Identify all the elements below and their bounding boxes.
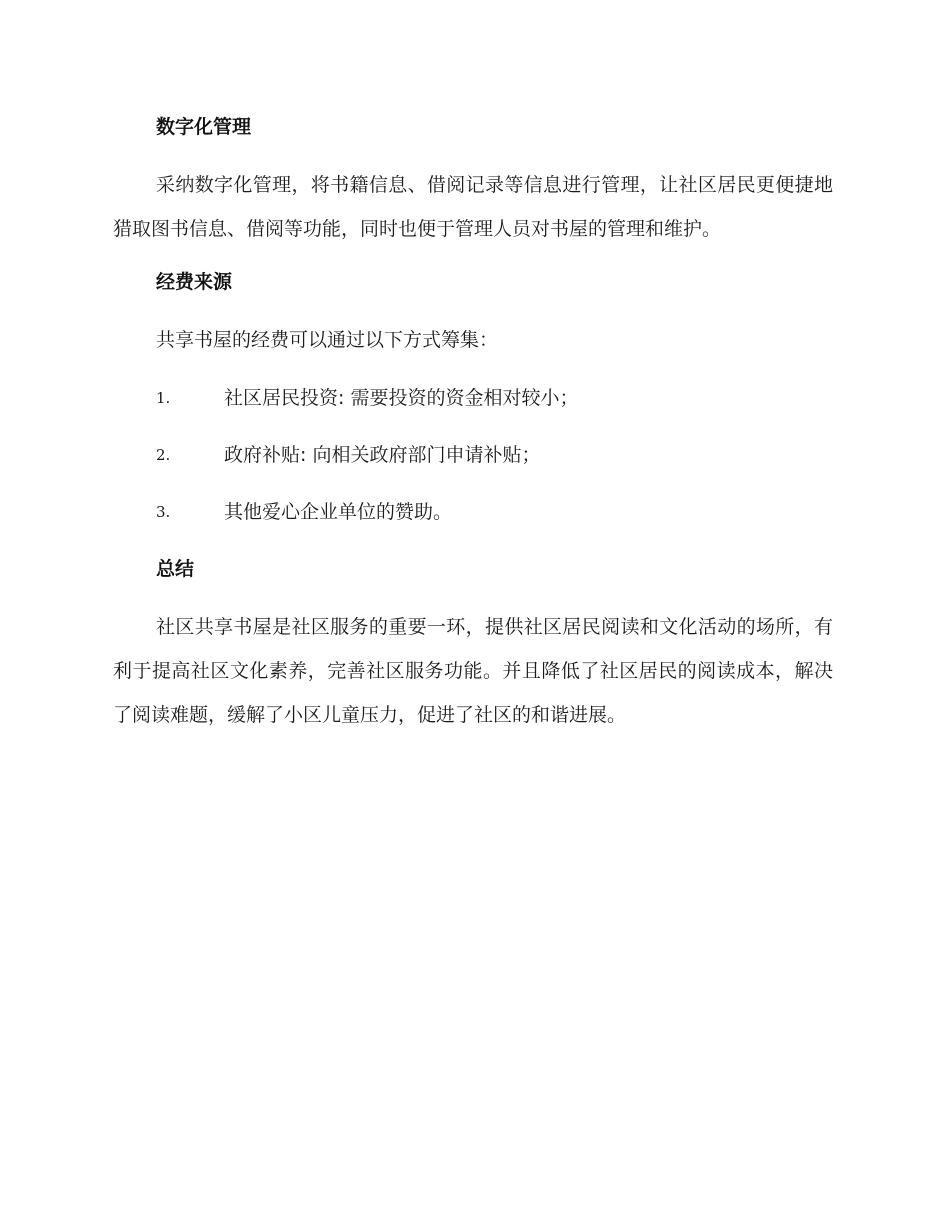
list-text: 政府补贴: 向相关政府部门申请补贴； (224, 444, 541, 466)
list-number: 2. (156, 446, 171, 464)
list-text: 其他爱心企业单位的赞助。 (224, 501, 453, 523)
list-item (113, 497, 833, 527)
list-number: 1. (156, 389, 171, 407)
list-number: 3. (156, 503, 171, 521)
list-text: 社区居民投资: 需要投资的资金相对较小； (224, 387, 579, 409)
funding-list (113, 383, 833, 527)
document-content (113, 112, 833, 753)
section-heading-summary: 总结 (156, 558, 195, 580)
section-heading-funding: 经费来源 (156, 271, 233, 293)
section-heading-digital: 数字化管理 (156, 116, 252, 138)
list-item (113, 383, 833, 413)
paragraph-digital: 采纳数字化管理，将书籍信息、借阅记录等信息进行管理，让社区居民更便捷地猎取图书信息、借阅等功能，同时也便于管理人员对书屋的管理和维护。 (113, 174, 833, 240)
paragraph-summary: 社区共享书屋是社区服务的重要一环，提供社区居民阅读和文化活动的场所，有利于提高社区文化素养，完善社区服务功能。并且降低了社区居民的阅读成本，解决了阅读难题，缓解了小区儿童压力，促进了社区的和谐进展。 (113, 616, 833, 726)
funding-intro: 共享书屋的经费可以通过以下方式筹集： (156, 329, 499, 351)
list-item (113, 440, 833, 470)
